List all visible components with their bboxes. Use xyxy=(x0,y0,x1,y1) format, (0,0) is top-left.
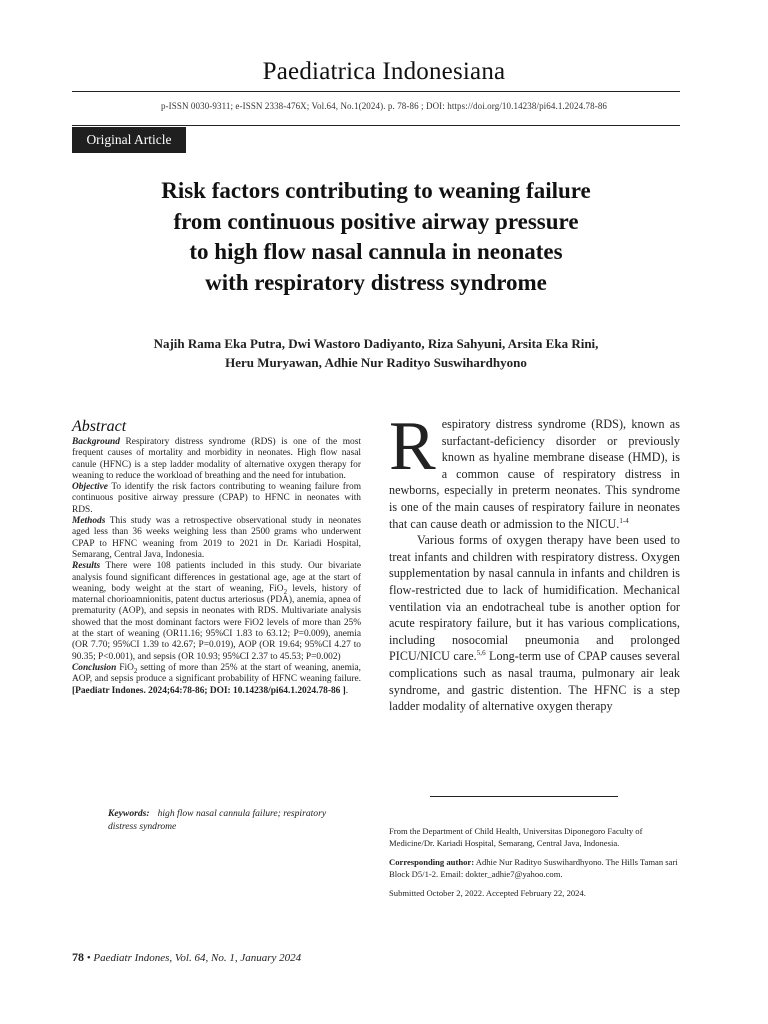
keywords xyxy=(108,808,336,833)
page-number: 78 xyxy=(72,950,84,964)
intro-text: Various forms of oxygen therapy have been used to treat infants and children with respiratory distress. Oxygen supplementation by nasal cannula in infants and children is flow-restricted due to lack of humidification. Mechanical ventilation via an endotracheal tube is another option for acute respiratory failure, but it has various complications, including nosocomial pneumonia and prolonged PICU/NICU care. xyxy=(389,533,680,664)
intro-paragraph-2 xyxy=(389,532,680,715)
header-rule-bottom xyxy=(72,125,680,126)
abstract-citation: [Paediatr Indones. 2024;64:78-86; DOI: 10.14238/pi64.1.2024.78-86 ] xyxy=(72,685,346,696)
author-list xyxy=(80,334,672,372)
objective-text: To identify the risk factors contributing to weaning failure from continuous positive airway pressure (CPAP) to HFNC in neonates with RDS. xyxy=(72,482,361,515)
results-text-cont: levels, history of maternal chorioamnionitis, patent ductus arteriosus (PDA), anemia, apnea of prematurity (AOP), and sepsis in neonates with RDS. Multivariate analysis showed that the most dominant factors were FiO2 levels of more than 25% at the start of weaning (OR11.16; 95%CI 1.83 to 63.12; P=0.009), anemia (OR 7.70; 95%CI 1.39 to 42.67; P=0.019), AOP (OR 19.64; 95%CI 4.27 to 90.35; P<0.001), and sepsis (OR 10.93; 95%CI 2.37 to 45.53; P=0.002) xyxy=(72,583,361,662)
reference-superscript: 1-4 xyxy=(619,516,629,525)
citation-end: . xyxy=(345,685,349,696)
abstract-objective xyxy=(72,482,361,516)
affiliation-note: From the Department of Child Health, Universitas Diponegoro Faculty of Medicine/Dr. Kariadi Hospital, Semarang, Central Java, Indonesia. xyxy=(389,826,643,848)
corresponding-author-note xyxy=(389,857,681,880)
title-line: to high flow nasal cannula in neonates xyxy=(189,239,563,264)
abstract-results xyxy=(72,561,361,663)
methods-label: Methods xyxy=(72,516,106,527)
submission-dates: Submitted October 2, 2022. Accepted February 22, 2024. xyxy=(389,888,586,899)
results-label: Results xyxy=(72,561,101,572)
intro-text: espiratory distress syndrome (RDS), known as surfactant-deficiency disorder or previously known as hyaline membrane disease (HMD), is a common cause of respiratory distress in newborns, especially in preterm neonates. This syndrome is one of the main causes of respiratory failure in neonates that can cause death or admission to the NICU. xyxy=(389,417,680,531)
corresponding-author-label: Corresponding author: xyxy=(389,857,475,868)
abstract-conclusion xyxy=(72,663,361,697)
corresponding-author-text: Adhie Nur Radityo Suswihardhyono. The Hills Taman sari Block D5/1-2. Email: dokter_adhie7@yahoo.com. xyxy=(389,857,678,879)
conclusion-text: FiO xyxy=(116,662,134,673)
conclusion-text-cont: setting of more than 25% at the start of weaning, anemia, AOP, and sepsis produce a significant probability of HFNC weaning failure. xyxy=(72,662,361,685)
body-text xyxy=(389,408,680,715)
conclusion-label: Conclusion xyxy=(72,662,117,673)
reference-superscript: 5,6 xyxy=(476,649,486,658)
footnote-divider xyxy=(430,796,618,797)
footnotes xyxy=(389,826,681,908)
objective-label: Objective xyxy=(72,482,108,493)
abstract-background xyxy=(72,437,361,482)
footer-bullet: • xyxy=(84,952,94,964)
results-subscript: 2 xyxy=(283,587,288,596)
page-footer xyxy=(72,950,301,965)
abstract-section xyxy=(72,418,361,697)
author-line: Heru Muryawan, Adhie Nur Radityo Suswihardhyono xyxy=(225,355,527,370)
drop-cap: R xyxy=(389,408,436,485)
abstract-heading: Abstract xyxy=(72,418,127,435)
methods-text: This study was a retrospective observational study in neonates aged less than 36 weeks weighing less than 2500 grams who underwent CPAP to HFNC weaning from 2019 to 2021 in Dr. Kariadi Hospital, Semarang, Central Java, Indonesia. xyxy=(72,516,361,560)
keywords-label: Keywords: xyxy=(108,808,150,819)
journal-title: Paediatrica Indonesiana xyxy=(262,58,506,85)
header-rule-top xyxy=(72,91,680,92)
intro-paragraph-1 xyxy=(389,408,680,532)
abstract-methods xyxy=(72,516,361,561)
footer-journal-info: Paediatr Indones, Vol. 64, No. 1, January 2024 xyxy=(93,952,302,964)
article-type-badge: Original Article xyxy=(72,127,186,153)
keywords-text: high flow nasal cannula failure; respiratory distress syndrome xyxy=(108,808,327,832)
conclusion-subscript: 2 xyxy=(133,666,138,675)
issn-line: p-ISSN 0030-9311; e-ISSN 2338-476X; Vol.64, No.1(2024). p. 78-86 ; DOI: https://doi.org/10.14238/pi64.1.2024.78-86 xyxy=(160,101,608,111)
article-title xyxy=(80,176,672,298)
results-text: There were 108 patients included in this study. Our bivariate analysis found significant differences in gestational age, age at the start of weaning, body weight at the start of weaning, FiO xyxy=(72,561,361,594)
intro-text-cont: Long-term use of CPAP causes several complications such as nasal trauma, pulmonary air leak syndrome, and gastric distention. The HFNC is a step ladder modality of alternative oxygen therapy xyxy=(389,649,680,714)
title-line: from continuous positive airway pressure xyxy=(173,208,579,234)
author-line: Najih Rama Eka Putra, Dwi Wastoro Dadiyanto, Riza Sahyuni, Arsita Eka Rini, xyxy=(153,336,599,351)
title-line: with respiratory distress syndrome xyxy=(205,269,547,295)
background-label: Background xyxy=(72,437,120,447)
title-line: Risk factors contributing to weaning failure xyxy=(161,178,591,203)
background-text: Respiratory distress syndrome (RDS) is one of the most frequent causes of mortality and morbidity in neonates. High flow nasal canule (HFNC) is a step ladder modality of alternative oxygen therapy for weaning to reduce the workload of breathing and the need for intubation. xyxy=(72,437,361,481)
